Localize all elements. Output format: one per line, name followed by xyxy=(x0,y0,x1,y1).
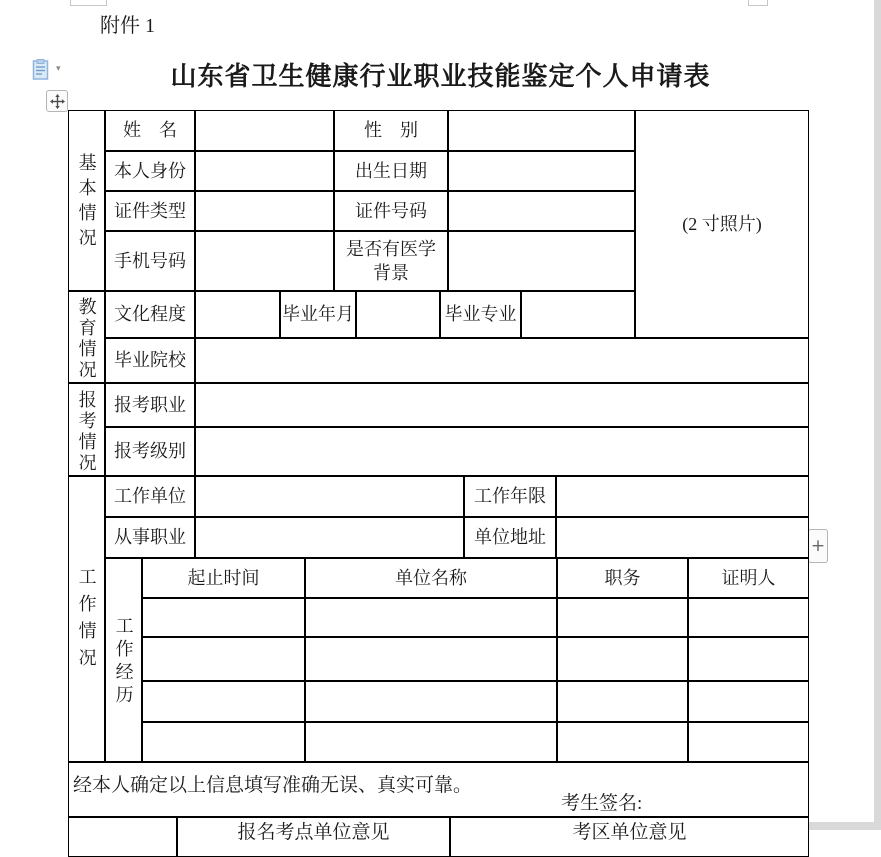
experience-row2-period-cell[interactable] xyxy=(142,637,305,681)
identity-label: 本人身份 xyxy=(105,151,195,191)
experience-row4-unit-cell[interactable] xyxy=(305,722,557,762)
name-input-cell[interactable] xyxy=(195,110,334,151)
experience-row2-position-cell[interactable] xyxy=(557,637,688,681)
section-work-label: 工作情况 xyxy=(68,476,105,762)
work-years-input-cell[interactable] xyxy=(556,476,809,517)
footer-exam-area-opinion-label: 考区单位意见 xyxy=(450,817,809,857)
id-type-input-cell[interactable] xyxy=(195,191,334,231)
experience-row3-position-cell[interactable] xyxy=(557,681,688,722)
paste-dropdown-caret-icon[interactable]: ▾ xyxy=(56,64,61,74)
apply-occupation-input-cell[interactable] xyxy=(195,383,809,427)
name-label: 姓 名 xyxy=(105,110,195,151)
ruler-margin-notch-right xyxy=(748,0,768,6)
ruler-margin-notch-left xyxy=(70,0,107,6)
table-insert-button[interactable]: + xyxy=(808,529,828,563)
experience-label: 工作经历 xyxy=(105,558,142,762)
section-education-label: 教育情况 xyxy=(68,291,105,383)
experience-row2-reference-cell[interactable] xyxy=(688,637,809,681)
experience-row4-reference-cell[interactable] xyxy=(688,722,809,762)
birth-date-label: 出生日期 xyxy=(334,151,448,191)
footer-exam-site-opinion-label: 报名考点单位意见 xyxy=(177,817,450,857)
apply-level-label: 报考级别 xyxy=(105,427,195,476)
experience-row1-position-cell[interactable] xyxy=(557,598,688,637)
current-occupation-label: 从事职业 xyxy=(105,517,195,558)
candidate-signature-label[interactable]: 考生签名: xyxy=(561,793,643,814)
experience-row3-unit-cell[interactable] xyxy=(305,681,557,722)
experience-row3-reference-cell[interactable] xyxy=(688,681,809,722)
id-number-input-cell[interactable] xyxy=(448,191,635,231)
gender-label: 性 别 xyxy=(334,110,448,151)
experience-header-reference: 证明人 xyxy=(688,558,809,598)
mobile-label: 手机号码 xyxy=(105,231,195,291)
work-unit-input-cell[interactable] xyxy=(195,476,464,517)
experience-row1-reference-cell[interactable] xyxy=(688,598,809,637)
graduation-date-label: 毕业年月 xyxy=(280,291,356,338)
graduation-major-input-cell[interactable] xyxy=(521,291,635,338)
unit-address-input-cell[interactable] xyxy=(556,517,809,558)
graduation-date-input-cell[interactable] xyxy=(356,291,440,338)
experience-header-unit: 单位名称 xyxy=(305,558,557,598)
declaration-row xyxy=(68,762,809,817)
current-occupation-input-cell[interactable] xyxy=(195,517,464,558)
photo-placeholder-cell[interactable]: (2 寸照片) xyxy=(635,110,809,338)
experience-row1-period-cell[interactable] xyxy=(142,598,305,637)
apply-occupation-label: 报考职业 xyxy=(105,383,195,427)
footer-empty-cell[interactable] xyxy=(68,817,177,857)
identity-input-cell[interactable] xyxy=(195,151,334,191)
experience-row3-period-cell[interactable] xyxy=(142,681,305,722)
work-years-label: 工作年限 xyxy=(464,476,556,517)
section-apply-label: 报考情况 xyxy=(68,383,105,476)
medical-background-label: 是否有医学背景 xyxy=(334,231,448,291)
birth-date-input-cell[interactable] xyxy=(448,151,635,191)
experience-row2-unit-cell[interactable] xyxy=(305,637,557,681)
id-number-label: 证件号码 xyxy=(334,191,448,231)
table-move-handle[interactable] xyxy=(46,90,68,112)
declaration-statement: 经本人确定以上信息填写准确无误、真实可靠。 xyxy=(73,775,473,796)
page-title: 山东省卫生健康行业职业技能鉴定个人申请表 xyxy=(170,62,711,91)
gender-input-cell[interactable] xyxy=(448,110,635,151)
move-handle-icon xyxy=(50,94,65,109)
experience-row4-position-cell[interactable] xyxy=(557,722,688,762)
education-level-label: 文化程度 xyxy=(105,291,195,338)
graduation-major-label: 毕业专业 xyxy=(440,291,521,338)
experience-header-position: 职务 xyxy=(557,558,688,598)
scrollbar-track-right[interactable] xyxy=(874,0,881,830)
apply-level-input-cell[interactable] xyxy=(195,427,809,476)
experience-row1-unit-cell[interactable] xyxy=(305,598,557,637)
graduation-school-label: 毕业院校 xyxy=(105,338,195,383)
mobile-input-cell[interactable] xyxy=(195,231,334,291)
unit-address-label: 单位地址 xyxy=(464,517,556,558)
id-type-label: 证件类型 xyxy=(105,191,195,231)
attachment-label: 附件 1 xyxy=(100,15,155,37)
education-level-input-cell[interactable] xyxy=(195,291,280,338)
medical-background-input-cell[interactable] xyxy=(448,231,635,291)
section-basic-label: 基本情况 xyxy=(68,110,105,291)
experience-header-period: 起止时间 xyxy=(142,558,305,598)
experience-row4-period-cell[interactable] xyxy=(142,722,305,762)
graduation-school-input-cell[interactable] xyxy=(195,338,809,383)
work-unit-label: 工作单位 xyxy=(105,476,195,517)
